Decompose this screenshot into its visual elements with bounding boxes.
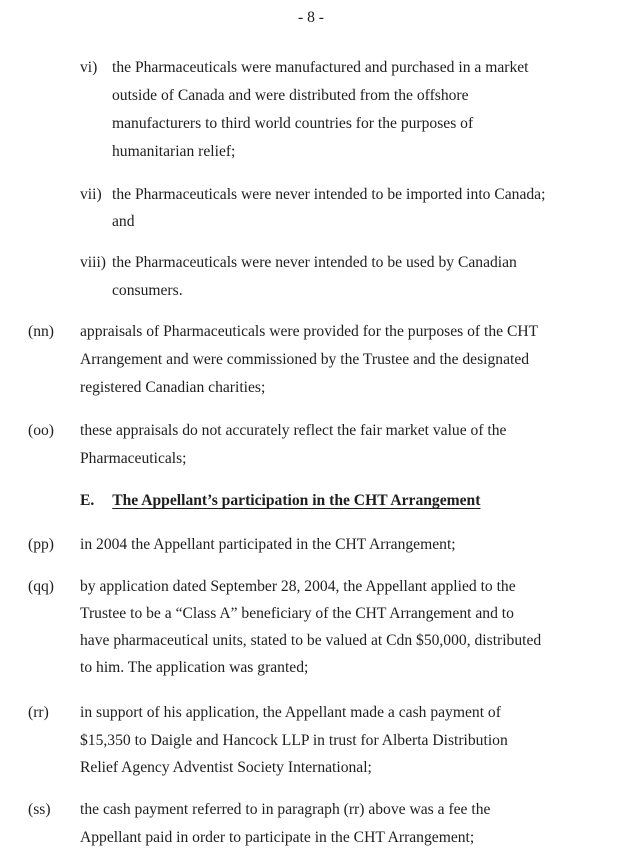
sub-item-label: vii) bbox=[80, 186, 102, 203]
item-line: Arrangement and were commissioned by the Trustee and the designated bbox=[80, 351, 530, 368]
item-line: registered Canadian charities; bbox=[80, 379, 266, 396]
section-heading bbox=[80, 491, 480, 511]
item-label: (ss) bbox=[28, 801, 51, 818]
sub-item-line: the Pharmaceuticals were never intended to be imported into Canada; bbox=[112, 186, 546, 203]
item-line: these appraisals do not accurately reflect the fair market value of the bbox=[80, 422, 507, 439]
item-label: (oo) bbox=[28, 422, 54, 439]
sub-item-line: outside of Canada and were distributed from the offshore bbox=[112, 87, 469, 104]
item-label: (rr) bbox=[28, 704, 49, 721]
item-label: (nn) bbox=[28, 323, 54, 340]
page-number: - 8 - bbox=[298, 9, 324, 26]
item-label: (qq) bbox=[28, 578, 54, 595]
section-letter: E. bbox=[80, 492, 95, 509]
item-line: Trustee to be a “Class A” beneficiary of the CHT Arrangement and to bbox=[80, 605, 514, 622]
item-line: Appellant paid in order to participate in the CHT Arrangement; bbox=[80, 829, 475, 846]
item-label: (pp) bbox=[28, 536, 54, 553]
item-line: in support of his application, the Appellant made a cash payment of bbox=[80, 704, 501, 721]
sub-item-label: vi) bbox=[80, 59, 98, 76]
sub-item-line: consumers. bbox=[112, 282, 183, 299]
item-line: appraisals of Pharmaceuticals were provided for the purposes of the CHT bbox=[80, 323, 539, 340]
sub-item-line: the Pharmaceuticals were never intended to be used by Canadian bbox=[112, 254, 517, 271]
item-line: Relief Agency Adventist Society International; bbox=[80, 759, 372, 776]
sub-item-line: manufacturers to third world countries for the purposes of bbox=[112, 115, 474, 132]
item-line: Pharmaceuticals; bbox=[80, 450, 187, 467]
sub-item-label: viii) bbox=[80, 254, 106, 271]
item-line: by application dated September 28, 2004, the Appellant applied to the bbox=[80, 578, 516, 595]
item-line: have pharmaceutical units, stated to be valued at Cdn $50,000, distributed bbox=[80, 632, 542, 649]
sub-item-line: humanitarian relief; bbox=[112, 143, 236, 160]
item-line: the cash payment referred to in paragraph (rr) above was a fee the bbox=[80, 801, 491, 818]
item-line: to him. The application was granted; bbox=[80, 659, 309, 676]
item-line: in 2004 the Appellant participated in the CHT Arrangement; bbox=[80, 536, 456, 553]
sub-item-line: the Pharmaceuticals were manufactured and purchased in a market bbox=[112, 59, 529, 76]
sub-item-line: and bbox=[112, 213, 135, 230]
item-line: $15,350 to Daigle and Hancock LLP in trust for Alberta Distribution bbox=[80, 732, 508, 749]
section-title: The Appellant’s participation in the CHT Arrangement bbox=[112, 492, 481, 509]
